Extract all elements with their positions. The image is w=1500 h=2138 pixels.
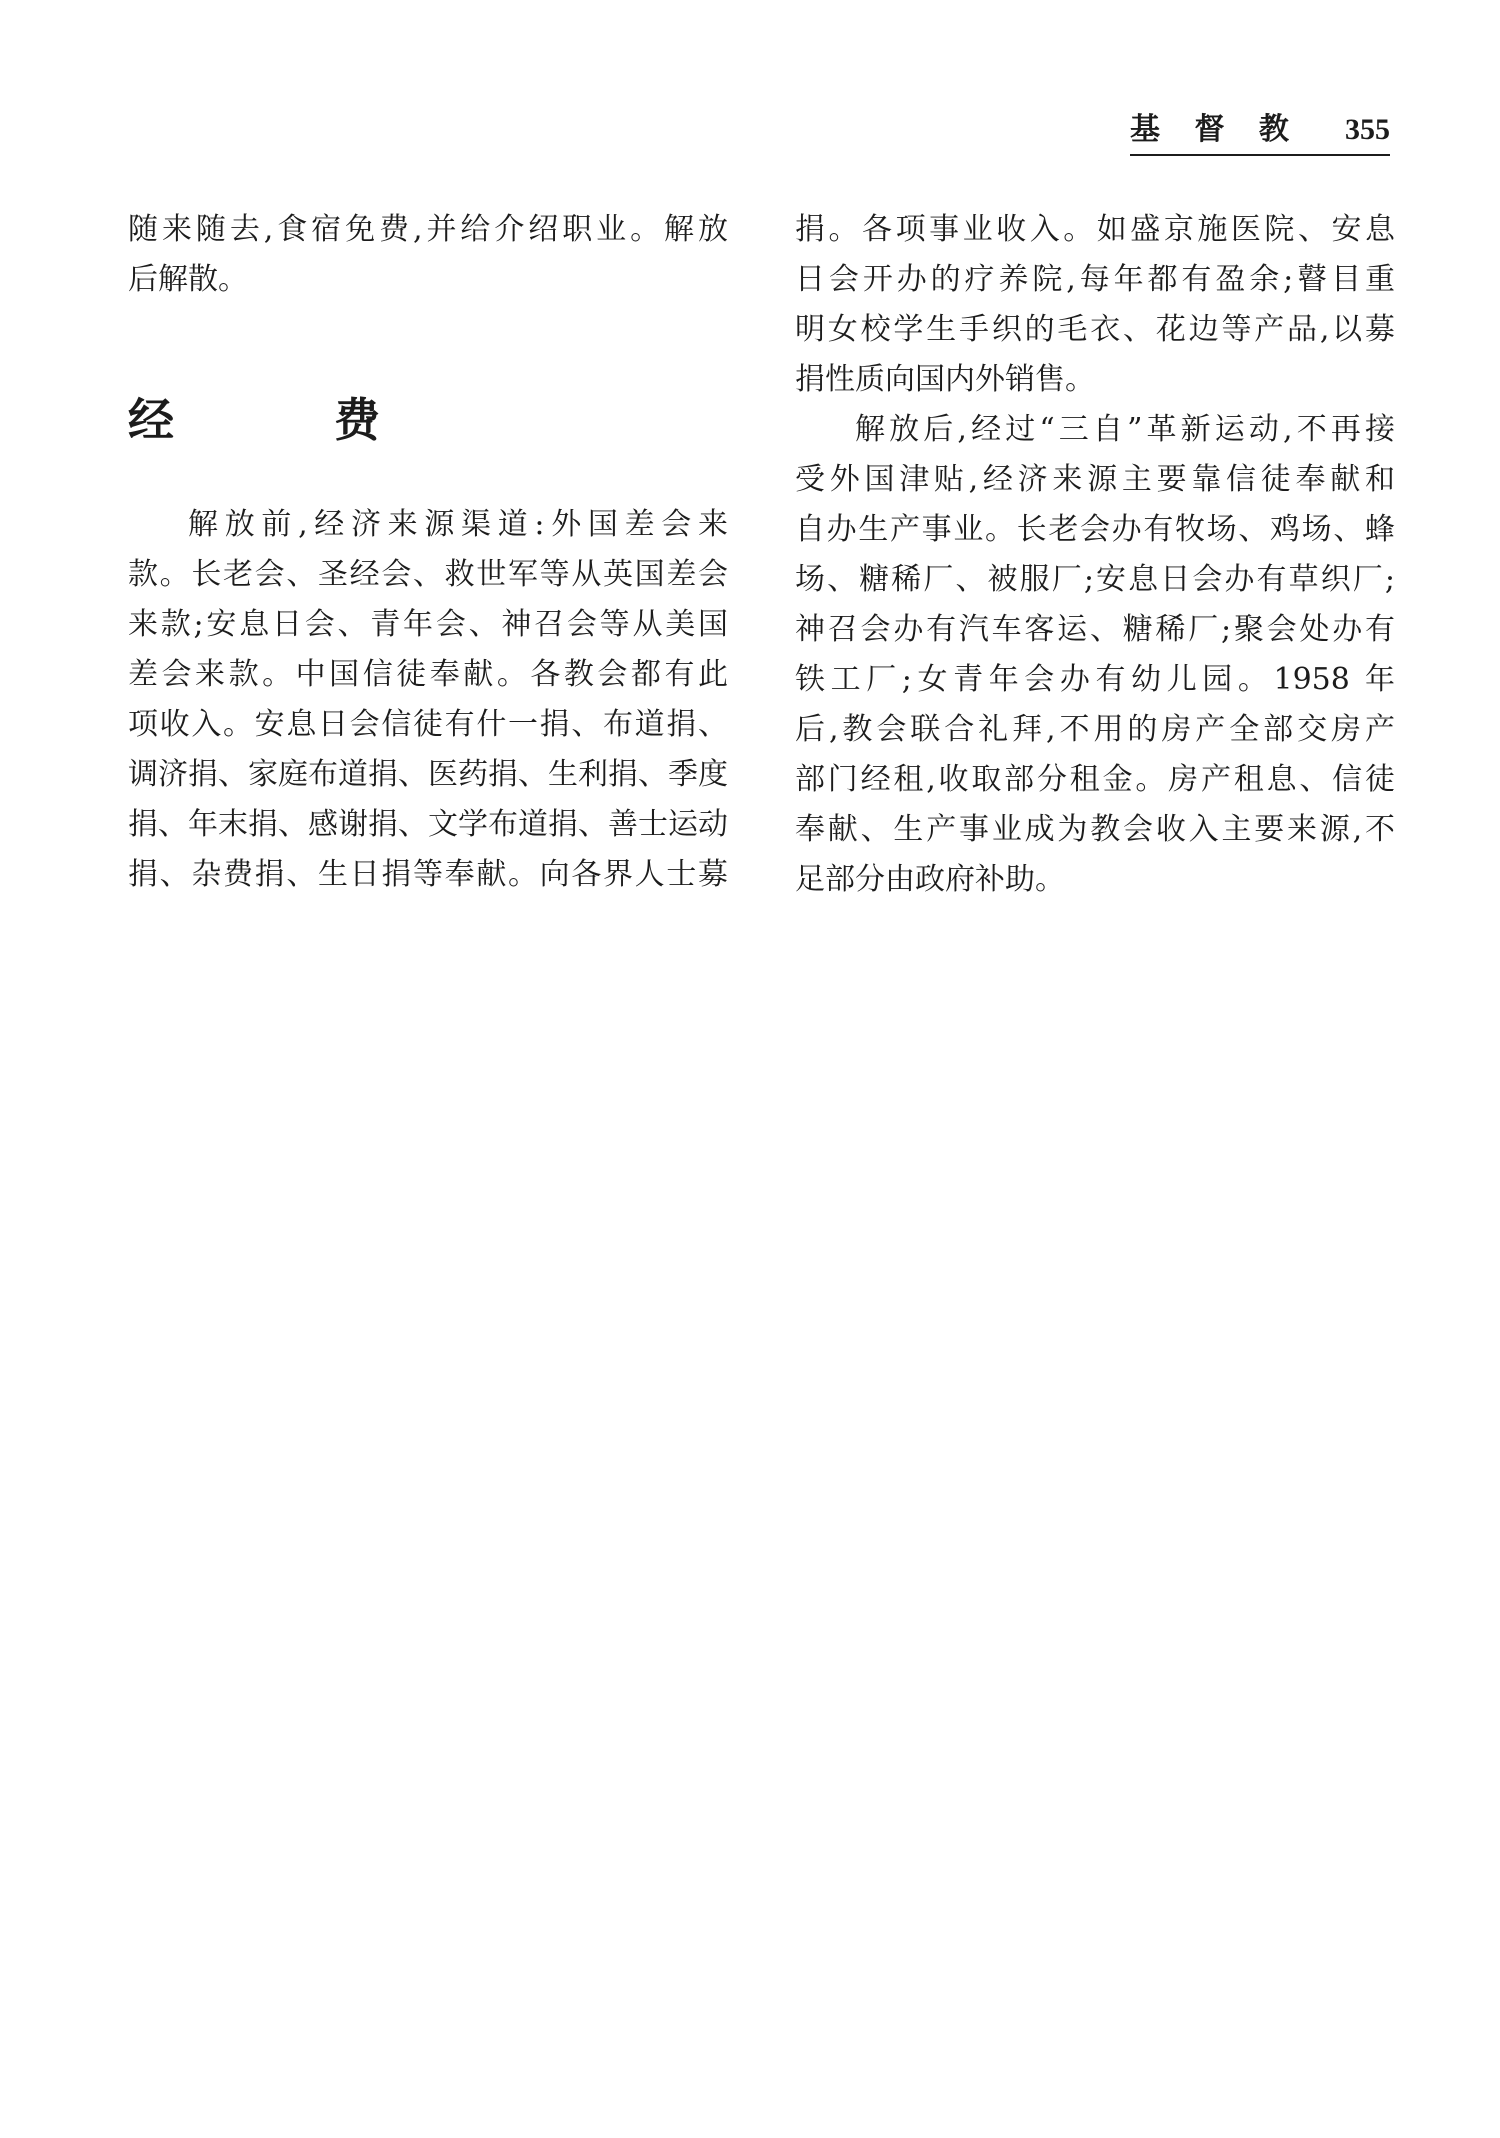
text-line: 捐性质向国内外销售。 bbox=[795, 362, 1095, 397]
text-line: 部门经租,收取部分租金。房产租息、信徒 bbox=[795, 762, 1395, 797]
right-column-paragraph-1 bbox=[795, 205, 1395, 405]
text-line: 受外国津贴,经济来源主要靠信徒奉献和 bbox=[795, 462, 1395, 497]
text-line: 铁工厂;女青年会办有幼儿园。1958 年 bbox=[795, 662, 1395, 697]
text-line: 捐、年末捐、感谢捐、文学布道捐、善士运动 bbox=[128, 807, 728, 842]
text-line: 调济捐、家庭布道捐、医药捐、生利捐、季度 bbox=[128, 757, 728, 792]
text-line: 足部分由政府补助。 bbox=[795, 862, 1065, 897]
text-line: 捐。各项事业收入。如盛京施医院、安息 bbox=[795, 212, 1395, 247]
text-line: 神召会办有汽车客运、糖稀厂;聚会处办有 bbox=[795, 612, 1395, 647]
text-line: 来款;安息日会、青年会、神召会等从美国 bbox=[128, 607, 728, 642]
section-heading: 经 费 bbox=[128, 393, 453, 447]
text-line: 差会来款。中国信徒奉献。各教会都有此 bbox=[128, 657, 728, 692]
text-line: 后,教会联合礼拜,不用的房产全部交房产 bbox=[795, 712, 1395, 747]
text-line: 明女校学生手织的毛衣、花边等产品,以募 bbox=[795, 312, 1395, 347]
text-line: 解放前,经济来源渠道:外国差会来 bbox=[188, 507, 728, 542]
running-head bbox=[1130, 110, 1390, 156]
text-line: 自办生产事业。长老会办有牧场、鸡场、蜂 bbox=[795, 512, 1395, 547]
text-line: 款。长老会、圣经会、救世军等从英国差会 bbox=[128, 557, 728, 592]
text-line: 后解散。 bbox=[128, 262, 248, 297]
text-line: 场、糖稀厂、被服厂;安息日会办有草织厂; bbox=[795, 562, 1395, 597]
text-line: 捐、杂费捐、生日捐等奉献。向各界人士募 bbox=[128, 857, 728, 892]
right-column bbox=[795, 205, 1395, 905]
left-column-carryover bbox=[128, 205, 728, 305]
left-column-paragraph bbox=[128, 500, 728, 900]
right-column-paragraph-2 bbox=[795, 405, 1395, 905]
text-line: 日会开办的疗养院,每年都有盈余;瞽目重 bbox=[795, 262, 1395, 297]
text-line: 奉献、生产事业成为教会收入主要来源,不 bbox=[795, 812, 1395, 847]
page-number: 355 bbox=[1345, 113, 1390, 146]
running-head-title: 基 督 教 bbox=[1130, 112, 1301, 147]
text-line: 随来随去,食宿免费,并给介绍职业。解放 bbox=[128, 212, 728, 247]
text-line: 解放后,经过“三自”革新运动,不再接 bbox=[855, 412, 1395, 447]
text-line: 项收入。安息日会信徒有什一捐、布道捐、 bbox=[128, 707, 728, 742]
